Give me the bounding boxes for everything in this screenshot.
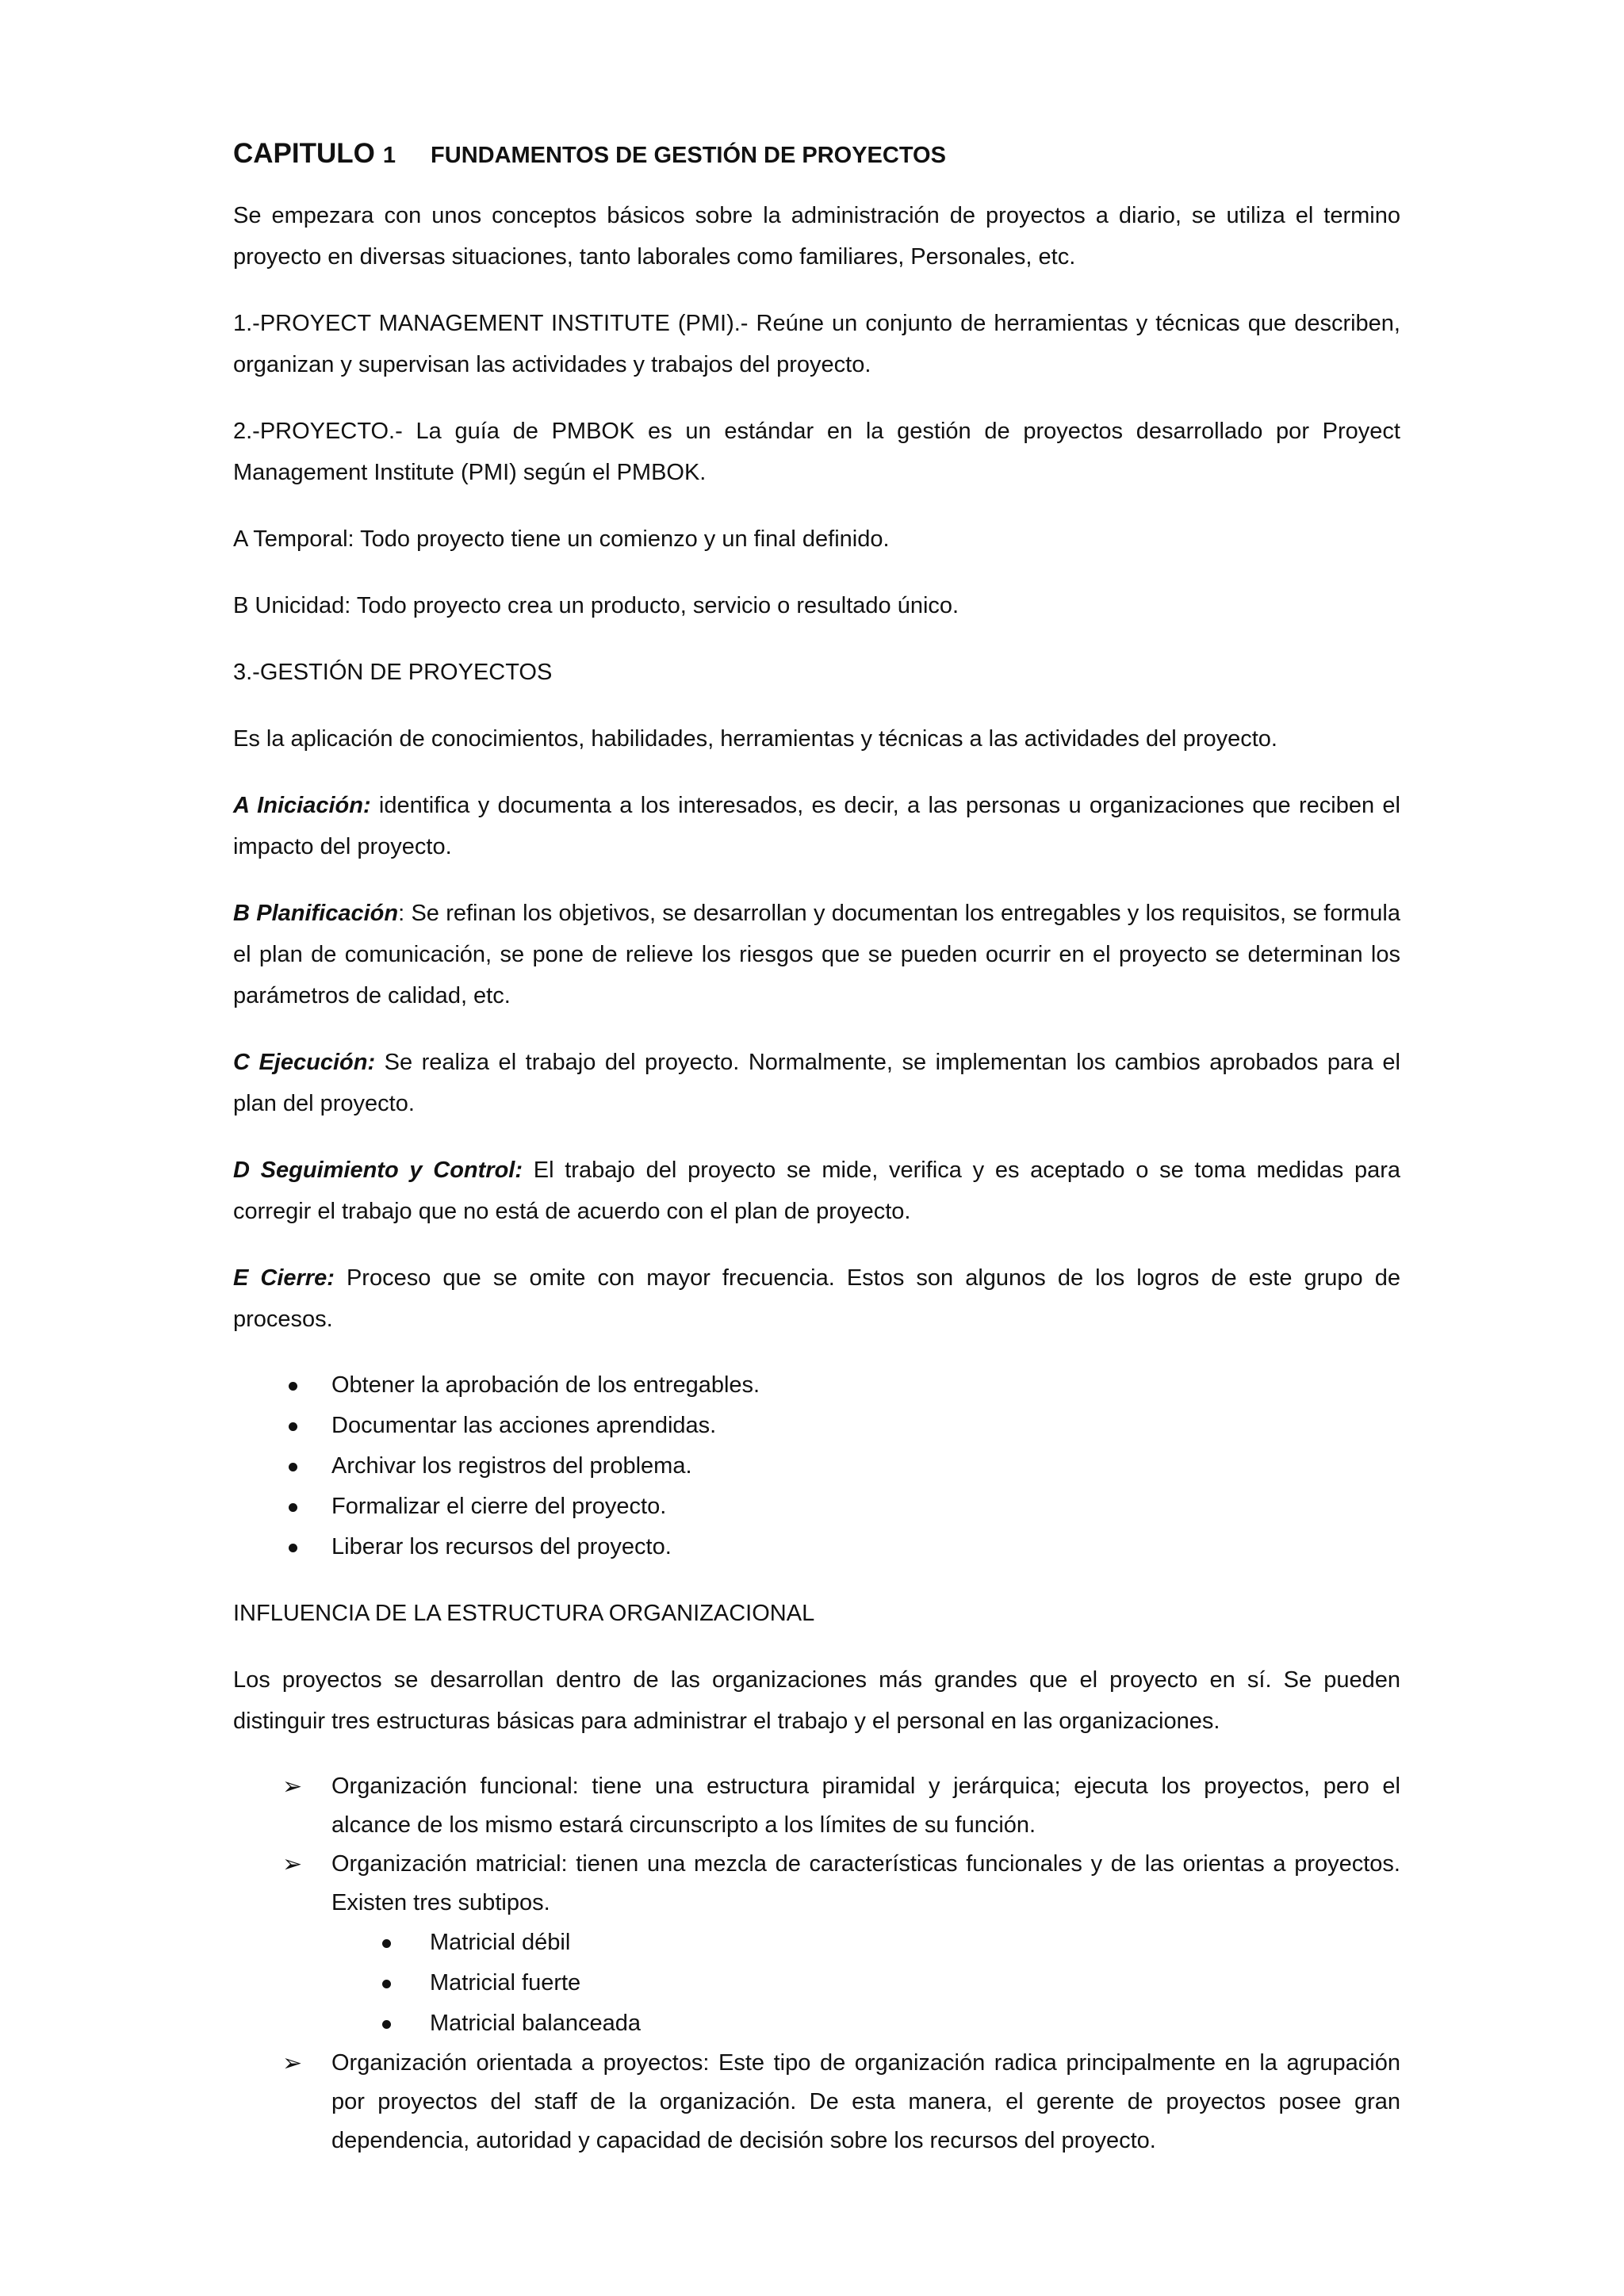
intro-paragraph: Se empezara con unos conceptos básicos sobre la administración de proyectos a diario, se utiliza el termino proyecto en diversas situaciones, tanto laborales como familiares, Personales, etc.	[233, 203, 1400, 270]
structure-list	[233, 1767, 1400, 2160]
phase-term: B Planificación	[233, 901, 399, 926]
structure-funcional	[282, 1767, 1400, 1845]
proyecto-paragraph: 2.-PROYECTO.- La guía de PMBOK es un estándar en la gestión de proyectos desarrollado por Proyect Management Institute (PMI) según el PMBOK.	[233, 419, 1400, 485]
chapter-label: CAPITULO	[233, 138, 375, 169]
phase-planificacion	[233, 893, 1400, 1016]
phase-text: Proceso que se omite con mayor frecuencia. Estos son algunos de los logros de este grupo de procesos.	[233, 1265, 1400, 1332]
list-item: Obtener la aprobación de los entregables.	[287, 1365, 1400, 1406]
list-item: Archivar los registros del problema.	[287, 1446, 1400, 1487]
cierre-list	[233, 1365, 1400, 1567]
gestion-title: 3.-GESTIÓN DE PROYECTOS	[233, 660, 553, 685]
arrow-bullet-icon: ➢	[282, 2050, 303, 2076]
chapter-number: 1	[382, 143, 396, 168]
phase-ejecucion	[233, 1042, 1400, 1124]
temporal-paragraph: A Temporal: Todo proyecto tiene un comienzo y un final definido.	[233, 526, 890, 552]
phase-term: E Cierre:	[233, 1265, 335, 1291]
chapter-title: FUNDAMENTOS DE GESTIÓN DE PROYECTOS	[431, 143, 946, 168]
phase-iniciacion	[233, 785, 1400, 867]
phase-cierre	[233, 1257, 1400, 1340]
influencia-paragraph: Los proyectos se desarrollan dentro de las organizaciones más grandes que el proyecto en sí. Se pueden distinguir tres estructuras básicas para administrar el trabajo y el personal en las organizaciones.	[233, 1667, 1400, 1734]
phase-term: A Iniciación:	[233, 793, 371, 818]
structure-text: Organización funcional: tiene una estructura piramidal y jerárquica; ejecuta los proyectos, pero el alcance de los mismo estará circunscripto a los límites de su función.	[331, 1774, 1400, 1838]
phase-text: identifica y documenta a los interesados, es decir, a las personas u organizaciones que reciben el impacto del proyecto.	[233, 793, 1400, 859]
phase-seguimiento	[233, 1150, 1400, 1232]
phase-text: : Se refinan los objetivos, se desarrollan y documentan los entregables y los requisitos, se formula el plan de comunicación, se pone de relieve los riesgos que se pueden ocurrir en el proyecto se determinan los parámetros de calidad, etc.	[233, 901, 1400, 1008]
structure-text: Organización orientada a proyectos: Este tipo de organización radica principalmente en la agrupación por proyectos del staff de la organización. De esta manera, el gerente de proyectos posee gran dependencia, autoridad y capacidad de decisión sobre los recursos del proyecto.	[331, 2050, 1400, 2153]
phase-text: El trabajo del proyecto se mide, verifica y es aceptado o se toma medidas para corregir el trabajo que no está de acuerdo con el plan de proyecto.	[233, 1158, 1401, 1224]
arrow-bullet-icon: ➢	[282, 1774, 303, 1800]
gestion-definition: Es la aplicación de conocimientos, habilidades, herramientas y técnicas a las actividades del proyecto.	[233, 726, 1277, 752]
document-page	[233, 133, 1400, 2160]
list-item: Matricial balanceada	[381, 2003, 1400, 2044]
pmi-paragraph: 1.-PROYECT MANAGEMENT INSTITUTE (PMI).- Reúne un conjunto de herramientas y técnicas que describen, organizan y supervisan las actividades y trabajos del proyecto.	[233, 311, 1400, 377]
structure-text: Organización matricial: tienen una mezcla de características funcionales y de las orientas a proyectos. Existen tres subtipos.	[331, 1851, 1400, 1915]
list-item: Documentar las acciones aprendidas.	[287, 1406, 1400, 1446]
phase-term: D Seguimiento y Control:	[233, 1158, 523, 1183]
structure-matricial	[282, 1845, 1400, 2044]
chapter-heading	[233, 133, 1400, 176]
list-item: Matricial débil	[381, 1923, 1400, 1963]
influencia-title: INFLUENCIA DE LA ESTRUCTURA ORGANIZACIONAL	[233, 1601, 815, 1626]
matricial-subtypes	[331, 1923, 1400, 2044]
list-item: Liberar los recursos del proyecto.	[287, 1527, 1400, 1567]
phase-text: Se realiza el trabajo del proyecto. Normalmente, se implementan los cambios aprobados para el plan del proyecto.	[233, 1050, 1400, 1116]
arrow-bullet-icon: ➢	[282, 1851, 303, 1877]
unicidad-paragraph: B Unicidad: Todo proyecto crea un producto, servicio o resultado único.	[233, 593, 959, 618]
list-item: Matricial fuerte	[381, 1963, 1400, 2003]
structure-proyectos	[282, 2044, 1400, 2160]
phase-term: C Ejecución:	[233, 1050, 376, 1075]
list-item: Formalizar el cierre del proyecto.	[287, 1487, 1400, 1527]
